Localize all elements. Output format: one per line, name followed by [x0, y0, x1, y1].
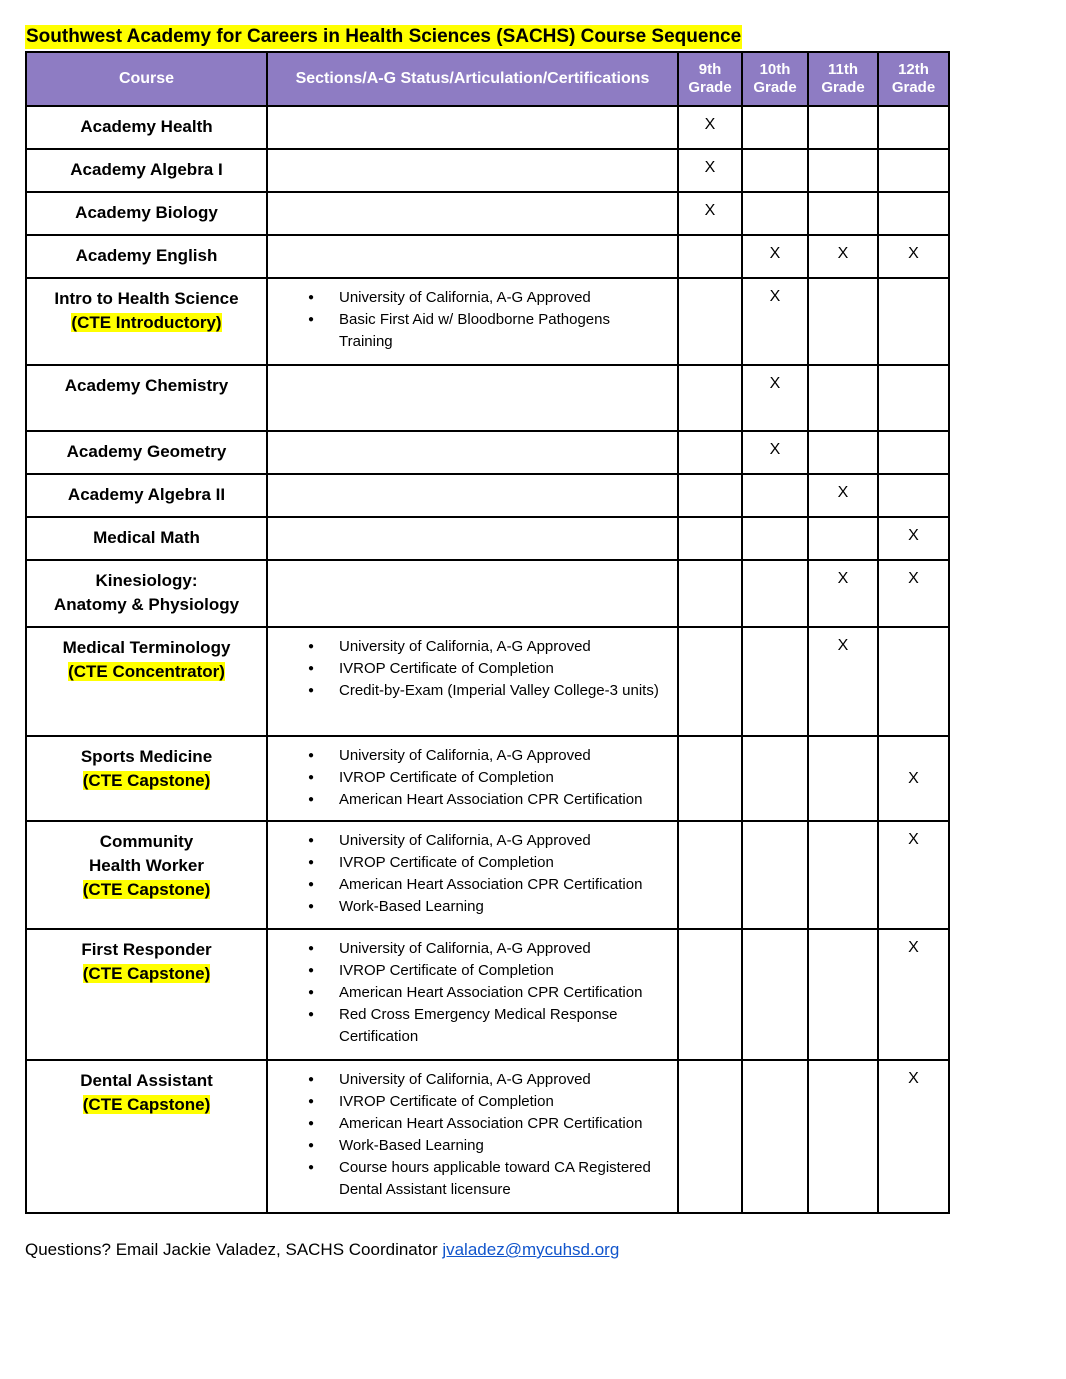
- details-item: ● University of California, A-G Approved: [339, 745, 667, 767]
- details-list: [268, 1069, 677, 1209]
- grade-12th-cell: X: [878, 821, 949, 929]
- grade-10th-cell: X: [742, 278, 808, 365]
- grade-11th-cell: [808, 278, 878, 365]
- details-cell: [267, 1060, 678, 1213]
- course-name-cell: [26, 278, 267, 365]
- grade-10th-cell: [742, 560, 808, 627]
- course-name: Academy Health: [80, 117, 213, 136]
- cte-level-badge: (CTE Capstone): [82, 964, 211, 983]
- grade-10th-cell: [742, 149, 808, 192]
- course-name: Medical Math: [93, 528, 200, 547]
- grade-11th-cell: [808, 517, 878, 560]
- course-sequence-table: [25, 51, 950, 1214]
- grade-9th-cell: X: [678, 192, 742, 235]
- grade-10th-cell: [742, 474, 808, 517]
- grade-10th-cell: [742, 106, 808, 149]
- course-name: Community: [99, 832, 194, 851]
- details-item: ● IVROP Certificate of Completion: [339, 960, 667, 982]
- grade-11th-cell: [808, 431, 878, 474]
- course-row: [26, 736, 949, 821]
- grade-11th-cell: [808, 1060, 878, 1213]
- grade-11th-cell: X: [808, 235, 878, 278]
- course-name-cell: [26, 192, 267, 235]
- grade-12th-cell: [878, 474, 949, 517]
- grade-12th-cell: [878, 278, 949, 365]
- course-name: Academy Biology: [75, 203, 218, 222]
- header-row: [26, 52, 949, 106]
- grade-12th-cell: [878, 192, 949, 235]
- header-details: Sections/A-G Status/Articulation/Certifications: [267, 52, 678, 106]
- details-item: ● American Heart Association CPR Certification: [339, 982, 667, 1004]
- details-cell: [267, 821, 678, 929]
- grade-12th-cell: [878, 106, 949, 149]
- course-row: [26, 235, 949, 278]
- document-title: Southwest Academy for Careers in Health Sciences (SACHS) Course Sequence: [26, 26, 742, 47]
- course-name-cell: [26, 821, 267, 929]
- details-cell: [267, 517, 678, 560]
- course-row: [26, 627, 949, 736]
- details-item: ● University of California, A-G Approved: [339, 938, 667, 960]
- grade-9th-cell: [678, 736, 742, 821]
- details-cell: [267, 736, 678, 821]
- header-11th-grade: 11th Grade: [808, 52, 878, 106]
- course-name-cell: [26, 365, 267, 431]
- course-name-cell: [26, 106, 267, 149]
- details-list: [268, 830, 677, 926]
- details-item: ● University of California, A-G Approved: [339, 287, 667, 309]
- grade-12th-cell: X: [878, 736, 949, 821]
- grade-11th-cell: [808, 106, 878, 149]
- details-item: ● Work-Based Learning: [339, 896, 667, 918]
- details-cell: [267, 431, 678, 474]
- details-item: ● American Heart Association CPR Certification: [339, 874, 667, 896]
- grade-11th-cell: [808, 192, 878, 235]
- course-name: Academy Geometry: [66, 442, 227, 461]
- grade-10th-cell: [742, 821, 808, 929]
- grade-9th-cell: [678, 235, 742, 278]
- course-row: [26, 517, 949, 560]
- course-row: [26, 431, 949, 474]
- grade-9th-cell: [678, 1060, 742, 1213]
- details-item: ● Credit-by-Exam (Imperial Valley College-3 units): [339, 680, 667, 702]
- grade-10th-cell: X: [742, 365, 808, 431]
- course-row: [26, 278, 949, 365]
- grade-12th-cell: [878, 627, 949, 736]
- details-list: [268, 938, 677, 1056]
- grade-9th-cell: [678, 431, 742, 474]
- details-cell: [267, 192, 678, 235]
- grade-12th-cell: [878, 431, 949, 474]
- details-item: ● American Heart Association CPR Certification: [339, 1113, 667, 1135]
- course-row: [26, 929, 949, 1060]
- details-cell: [267, 627, 678, 736]
- grade-11th-cell: [808, 149, 878, 192]
- details-item: ● IVROP Certificate of Completion: [339, 767, 667, 789]
- grade-10th-cell: [742, 192, 808, 235]
- coordinator-email-link[interactable]: jvaladez@mycuhsd.org: [442, 1240, 620, 1259]
- grade-11th-cell: [808, 365, 878, 431]
- course-row: [26, 192, 949, 235]
- details-item: ● Red Cross Emergency Medical Response Certification: [339, 1004, 667, 1048]
- course-name: Medical Terminology: [62, 638, 231, 657]
- course-row: [26, 560, 949, 627]
- grade-9th-cell: [678, 474, 742, 517]
- details-item: ● IVROP Certificate of Completion: [339, 658, 667, 680]
- cte-level-badge: (CTE Capstone): [82, 880, 211, 899]
- grade-10th-cell: [742, 517, 808, 560]
- grade-11th-cell: [808, 736, 878, 821]
- course-name: Academy Chemistry: [64, 376, 229, 395]
- course-row: [26, 149, 949, 192]
- grade-9th-cell: X: [678, 149, 742, 192]
- course-name: Health Worker: [89, 856, 204, 875]
- grade-11th-cell: [808, 821, 878, 929]
- course-row: [26, 821, 949, 929]
- course-name: Anatomy & Physiology: [53, 595, 240, 614]
- course-row: [26, 1060, 949, 1213]
- cte-level-badge: (CTE Capstone): [82, 1095, 211, 1114]
- details-item: ● American Heart Association CPR Certification: [339, 789, 667, 811]
- grade-9th-cell: [678, 627, 742, 736]
- details-cell: [267, 560, 678, 627]
- header-9th-grade: 9th Grade: [678, 52, 742, 106]
- grade-9th-cell: X: [678, 106, 742, 149]
- grade-12th-cell: X: [878, 1060, 949, 1213]
- cte-level-badge: (CTE Capstone): [82, 771, 211, 790]
- details-list: [268, 636, 677, 710]
- details-cell: [267, 474, 678, 517]
- course-row: [26, 474, 949, 517]
- course-name: Kinesiology:: [95, 571, 198, 590]
- course-name-cell: [26, 736, 267, 821]
- course-name-cell: [26, 517, 267, 560]
- details-item: ● Course hours applicable toward CA Registered Dental Assistant licensure: [339, 1157, 667, 1201]
- course-name-cell: [26, 235, 267, 278]
- course-row: [26, 365, 949, 431]
- header-course: Course: [26, 52, 267, 106]
- course-name: Dental Assistant: [80, 1071, 213, 1090]
- grade-10th-cell: [742, 1060, 808, 1213]
- grade-9th-cell: [678, 821, 742, 929]
- details-cell: [267, 278, 678, 365]
- footer: [25, 1240, 619, 1260]
- grade-12th-cell: X: [878, 560, 949, 627]
- grade-11th-cell: [808, 929, 878, 1060]
- grade-9th-cell: [678, 278, 742, 365]
- course-name: First Responder: [81, 940, 212, 959]
- details-cell: [267, 235, 678, 278]
- course-name-cell: [26, 474, 267, 517]
- details-item: ● Basic First Aid w/ Bloodborne Pathogens Training: [339, 309, 667, 353]
- course-name-cell: [26, 149, 267, 192]
- course-name: Sports Medicine: [80, 747, 213, 766]
- grade-10th-cell: X: [742, 235, 808, 278]
- course-row: [26, 106, 949, 149]
- details-item: ● University of California, A-G Approved: [339, 636, 667, 658]
- course-name: Academy Algebra II: [67, 485, 226, 504]
- details-item: ● University of California, A-G Approved: [339, 830, 667, 852]
- course-name-cell: [26, 1060, 267, 1213]
- course-name: Academy Algebra I: [70, 160, 223, 179]
- grade-12th-cell: X: [878, 235, 949, 278]
- course-name-cell: [26, 431, 267, 474]
- grade-11th-cell: X: [808, 474, 878, 517]
- grade-10th-cell: X: [742, 431, 808, 474]
- details-list: [268, 745, 677, 819]
- grade-9th-cell: [678, 560, 742, 627]
- grade-9th-cell: [678, 517, 742, 560]
- grade-10th-cell: [742, 627, 808, 736]
- course-name: Intro to Health Science: [54, 289, 239, 308]
- table-body: [26, 106, 949, 1213]
- cte-level-badge: (CTE Introductory): [71, 313, 222, 332]
- details-list: [268, 287, 677, 361]
- grade-12th-cell: [878, 365, 949, 431]
- course-name: Academy English: [75, 246, 218, 265]
- grade-11th-cell: X: [808, 560, 878, 627]
- details-cell: [267, 106, 678, 149]
- cte-level-badge: (CTE Concentrator): [68, 662, 225, 681]
- grade-12th-cell: X: [878, 929, 949, 1060]
- details-item: ● Work-Based Learning: [339, 1135, 667, 1157]
- details-cell: [267, 149, 678, 192]
- course-name-cell: [26, 627, 267, 736]
- header-10th-grade: 10th Grade: [742, 52, 808, 106]
- course-name-cell: [26, 929, 267, 1060]
- grade-9th-cell: [678, 929, 742, 1060]
- details-item: ● IVROP Certificate of Completion: [339, 1091, 667, 1113]
- details-item: ● IVROP Certificate of Completion: [339, 852, 667, 874]
- footer-text: Questions? Email Jackie Valadez, SACHS Coordinator: [25, 1240, 443, 1259]
- grade-12th-cell: [878, 149, 949, 192]
- details-item: ● University of California, A-G Approved: [339, 1069, 667, 1091]
- grade-9th-cell: [678, 365, 742, 431]
- grade-12th-cell: X: [878, 517, 949, 560]
- course-name-cell: [26, 560, 267, 627]
- details-cell: [267, 929, 678, 1060]
- header-12th-grade: 12th Grade: [878, 52, 949, 106]
- details-cell: [267, 365, 678, 431]
- grade-11th-cell: X: [808, 627, 878, 736]
- grade-10th-cell: [742, 929, 808, 1060]
- grade-10th-cell: [742, 736, 808, 821]
